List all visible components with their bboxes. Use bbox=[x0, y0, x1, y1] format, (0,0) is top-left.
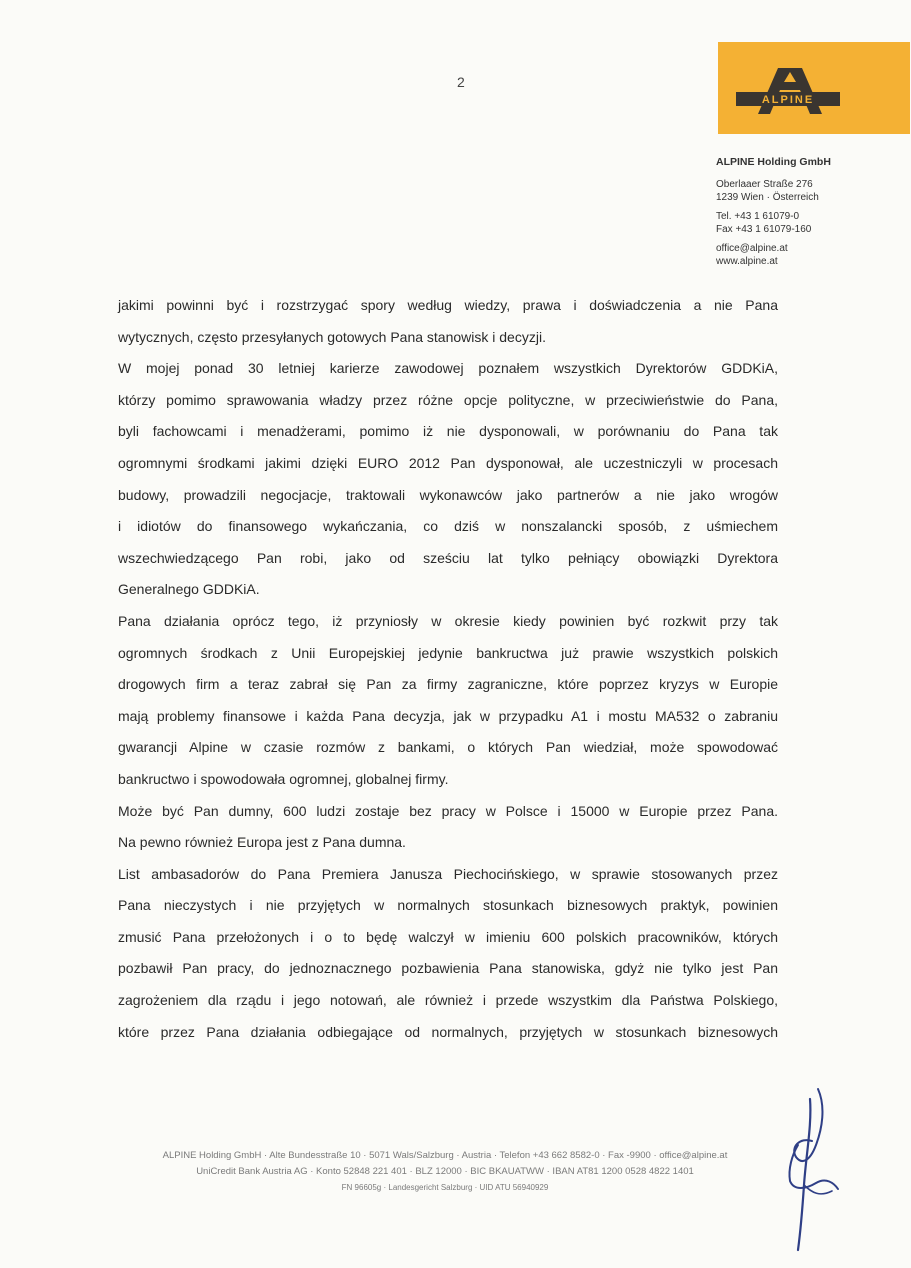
sender-web: www.alpine.at bbox=[716, 256, 778, 267]
body-line: Pana działania oprócz tego, iż przyniosły w okresie kiedy powinien być rozkwit przy tak bbox=[118, 612, 778, 629]
letter-body bbox=[118, 290, 778, 1048]
body-line: mają problemy finansowe i każda Pana decyzja, jak w przypadku A1 i mostu MA532 o zabraniu bbox=[118, 707, 778, 724]
alpine-logo bbox=[718, 42, 910, 134]
footer bbox=[100, 1148, 790, 1196]
sender-block bbox=[716, 156, 831, 268]
sender-fax: Fax +43 1 61079-160 bbox=[716, 224, 812, 235]
body-line: którzy pomimo sprawowania władzy przez różne opcje polityczne, w przeciwieństwie do Pana, bbox=[118, 391, 778, 408]
alpine-logo-mark bbox=[718, 42, 910, 134]
footer-bank: UniCredit Bank Austria AG · Konto 52848 221 401 · BLZ 12000 · BIC BKAUATWW · IBAN AT81 1200 0528 4822 1401 bbox=[196, 1166, 694, 1177]
body-line: i idiotów do finansowego wykańczania, co dziś w nonszalancki sposób, z uśmiechem bbox=[118, 518, 778, 535]
body-line: jakimi powinni być i rozstrzygać spory według wiedzy, prawa i doświadczenia a nie Pana bbox=[118, 297, 778, 313]
body-line: które przez Pana działania odbiegające od normalnych, przyjętych w stosunkach biznesowych bbox=[118, 1023, 778, 1040]
handwritten-signature bbox=[782, 1085, 862, 1260]
page-number: 2 bbox=[457, 74, 465, 90]
body-line: ogromnych środkach z Unii Europejskiej jedynie bankructwa już prawie wszystkich polskich bbox=[118, 644, 778, 661]
sender-phone: Tel. +43 1 61079-0 bbox=[716, 211, 800, 222]
body-line: zmusić Pana przełożonych i o to będę walczył w imieniu 600 polskich pracowników, których bbox=[118, 928, 778, 945]
body-line: byli fachowcami i menadżerami, pomimo iż nie dysponowali, w porównaniu do Pana tak bbox=[118, 423, 778, 440]
body-line: budowy, prowadzili negocjacje, traktowali wykonawców jako partnerów a nie jako wrogów bbox=[118, 486, 778, 503]
sender-city: 1239 Wien · Österreich bbox=[716, 192, 819, 203]
sender-street: Oberlaaer Straße 276 bbox=[716, 179, 813, 190]
sender-company: ALPINE Holding GmbH bbox=[716, 156, 831, 168]
body-line: Może być Pan dumny, 600 ludzi zostaje bez pracy w Polsce i 15000 w Europie przez Pana. bbox=[118, 802, 778, 819]
body-line: ogromnymi środkami jakimi dzięki EURO 2012 Pan dysponował, ale uczestniczyli w procesach bbox=[118, 454, 778, 471]
body-line: zagrożeniem dla rządu i jego notowań, ale również i przede wszystkim dla Państwa Polskiego, bbox=[118, 992, 778, 1009]
footer-address: ALPINE Holding GmbH · Alte Bundesstraße 10 · 5071 Wals/Salzburg · Austria · Telefon +43 662 8582-0 · Fax -9900 · office@alpine.at bbox=[162, 1150, 728, 1161]
body-line: List ambasadorów do Pana Premiera Janusza Piechocińskiego, w sprawie stosowanych przez bbox=[118, 865, 778, 882]
body-line: W mojej ponad 30 letniej karierze zawodowej poznałem wszystkich Dyrektorów GDDKiA, bbox=[118, 360, 778, 377]
logo-wordmark: ALPINE bbox=[761, 94, 815, 106]
sender-email: office@alpine.at bbox=[716, 243, 788, 254]
body-line: wszechwiedzącego Pan robi, jako od sześciu lat tylko pełniący obowiązki Dyrektora bbox=[118, 549, 778, 566]
body-line: Na pewno również Europa jest z Pana dumna. bbox=[118, 834, 406, 851]
footer-registry: FN 96605g · Landesgericht Salzburg · UID ATU 56940929 bbox=[341, 1183, 549, 1192]
body-line: Generalnego GDDKiA. bbox=[118, 581, 260, 598]
body-line: bankructwo i spowodowała ogromnej, globalnej firmy. bbox=[118, 770, 449, 787]
body-line: drogowych firm a teraz zabrał się Pan za firmy zagraniczne, które poprzez kryzys w Europie bbox=[118, 676, 778, 693]
body-line: gwarancji Alpine w czasie rozmów z bankami, o których Pan wiedział, może spowodować bbox=[118, 739, 778, 756]
body-line: pozbawił Pan pracy, do jednoznacznego pozbawienia Pana stanowiska, gdyż nie tylko jest Pan bbox=[118, 960, 778, 977]
body-line: wytycznych, często przesyłanych gotowych Pana stanowisk i decyzji. bbox=[118, 328, 546, 345]
body-line: Pana nieczystych i nie przyjętych w normalnych stosunkach biznesowych praktyk, powinien bbox=[118, 897, 778, 914]
